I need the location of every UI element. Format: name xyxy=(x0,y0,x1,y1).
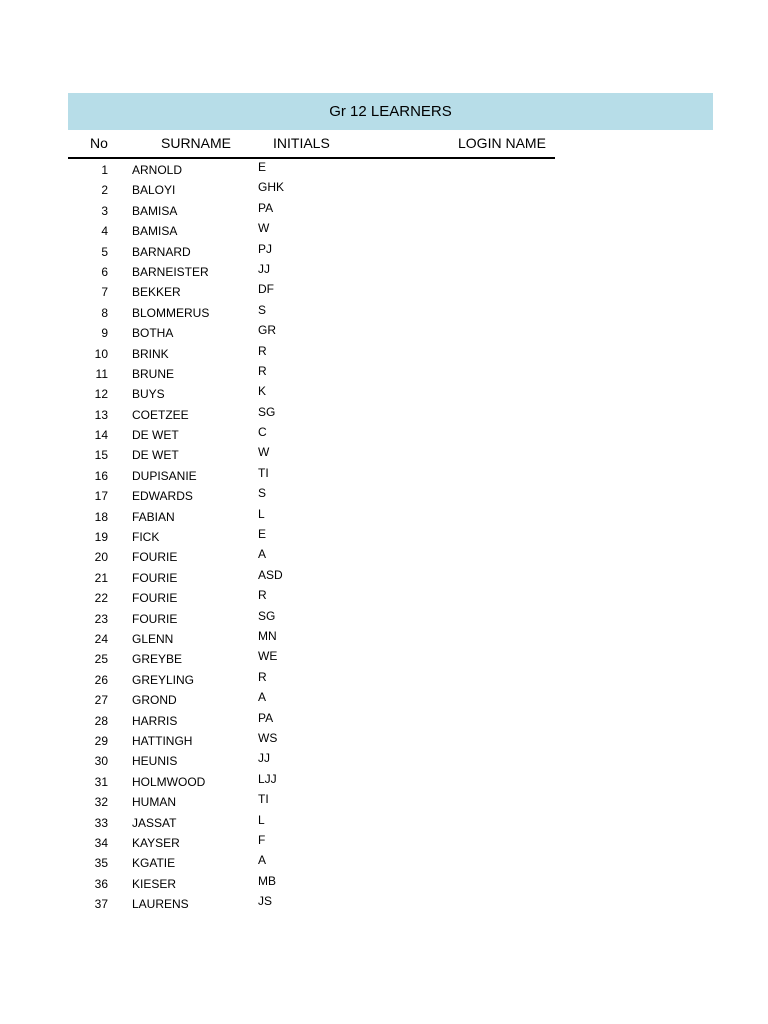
row-initials: PJ xyxy=(258,241,273,256)
row-number: 28 xyxy=(94,713,108,728)
row-surname: HEUNIS xyxy=(132,754,178,769)
row-initials: R xyxy=(258,343,267,358)
row-number: 27 xyxy=(94,693,108,708)
row-number: 8 xyxy=(101,305,108,320)
row-number: 32 xyxy=(94,795,108,810)
row-initials: C xyxy=(258,425,267,440)
row-surname: DE WET xyxy=(132,448,179,463)
table-row xyxy=(68,425,555,445)
table-row xyxy=(68,853,555,873)
row-surname: GREYBE xyxy=(132,652,183,667)
row-number: 26 xyxy=(94,672,108,687)
row-surname: LAURENS xyxy=(132,897,189,912)
row-initials: W xyxy=(258,221,270,236)
row-initials: S xyxy=(258,486,267,501)
row-number: 7 xyxy=(101,285,108,300)
table-row xyxy=(68,160,555,180)
table-row xyxy=(68,282,555,302)
table-row xyxy=(68,588,555,608)
header-login-name: LOGIN NAME xyxy=(458,135,546,151)
row-initials: TI xyxy=(258,465,269,480)
table-row xyxy=(68,609,555,629)
row-number: 3 xyxy=(101,203,108,218)
row-surname: BOTHA xyxy=(132,326,174,341)
row-surname: HATTINGH xyxy=(132,733,193,748)
row-number: 15 xyxy=(94,448,108,463)
row-number: 30 xyxy=(94,754,108,769)
row-initials: S xyxy=(258,302,267,317)
row-surname: FOURIE xyxy=(132,570,178,585)
row-surname: COETZEE xyxy=(132,407,189,422)
table-row xyxy=(68,527,555,547)
row-surname: BARNARD xyxy=(132,244,191,259)
row-number: 25 xyxy=(94,652,108,667)
row-initials: E xyxy=(258,527,267,542)
table-row xyxy=(68,649,555,669)
header-no: No xyxy=(90,135,108,151)
row-surname: BUYS xyxy=(132,387,165,402)
row-initials: SG xyxy=(258,608,276,623)
row-number: 6 xyxy=(101,264,108,279)
row-surname: HOLMWOOD xyxy=(132,774,206,789)
row-surname: JASSAT xyxy=(132,815,177,830)
row-surname: HARRIS xyxy=(132,713,178,728)
row-surname: KGATIE xyxy=(132,856,176,871)
row-initials: ASD xyxy=(258,567,283,582)
table-row xyxy=(68,323,555,343)
row-number: 37 xyxy=(94,897,108,912)
row-initials: E xyxy=(258,160,267,174)
row-surname: GLENN xyxy=(132,631,174,646)
table-row xyxy=(68,894,555,914)
row-number: 5 xyxy=(101,244,108,259)
row-surname: BAMISA xyxy=(132,203,178,218)
row-number: 1 xyxy=(101,163,108,177)
row-initials: L xyxy=(258,506,265,521)
row-initials: K xyxy=(258,384,267,399)
table-row xyxy=(68,670,555,690)
row-initials: WS xyxy=(258,730,278,745)
table-row xyxy=(68,813,555,833)
row-number: 35 xyxy=(94,856,108,871)
row-number: 16 xyxy=(94,468,108,483)
row-initials: LJJ xyxy=(258,771,277,786)
row-initials: A xyxy=(258,547,267,562)
table-row xyxy=(68,751,555,771)
table-row xyxy=(68,792,555,812)
table-row xyxy=(68,486,555,506)
row-number: 31 xyxy=(94,774,108,789)
table-row xyxy=(68,711,555,731)
row-surname: BEKKER xyxy=(132,285,181,300)
row-initials: GR xyxy=(258,323,276,338)
row-number: 21 xyxy=(94,570,108,585)
row-surname: HUMAN xyxy=(132,795,176,810)
row-surname: KIESER xyxy=(132,876,177,891)
row-number: 33 xyxy=(94,815,108,830)
row-surname: FOURIE xyxy=(132,611,178,626)
table-row xyxy=(68,568,555,588)
row-surname: FOURIE xyxy=(132,550,178,565)
table-body xyxy=(68,160,555,914)
table-row xyxy=(68,547,555,567)
row-initials: PA xyxy=(258,200,274,215)
row-number: 17 xyxy=(94,489,108,504)
row-surname: KAYSER xyxy=(132,835,180,850)
row-number: 34 xyxy=(94,835,108,850)
row-number: 12 xyxy=(94,387,108,402)
row-number: 2 xyxy=(101,183,108,198)
row-number: 24 xyxy=(94,631,108,646)
table-row xyxy=(68,262,555,282)
table-row xyxy=(68,629,555,649)
row-initials: R xyxy=(258,588,267,603)
row-number: 36 xyxy=(94,876,108,891)
row-initials: WE xyxy=(258,649,278,664)
row-initials: TI xyxy=(258,792,269,807)
row-number: 13 xyxy=(94,407,108,422)
table-row xyxy=(68,242,555,262)
row-number: 23 xyxy=(94,611,108,626)
row-initials: DF xyxy=(258,282,274,297)
row-number: 29 xyxy=(94,733,108,748)
table-row xyxy=(68,384,555,404)
row-number: 9 xyxy=(101,326,108,341)
table-row xyxy=(68,364,555,384)
row-initials: GHK xyxy=(258,180,285,195)
row-surname: GROND xyxy=(132,693,177,708)
row-initials: MN xyxy=(258,628,277,643)
table-header-row xyxy=(68,131,555,159)
row-initials: JS xyxy=(258,894,273,909)
row-surname: ARNOLD xyxy=(132,163,183,177)
table-row xyxy=(68,303,555,323)
table-title xyxy=(68,93,713,130)
row-initials: MB xyxy=(258,873,276,888)
table-row xyxy=(68,772,555,792)
row-number: 19 xyxy=(94,530,108,545)
row-surname: EDWARDS xyxy=(132,489,193,504)
row-number: 18 xyxy=(94,509,108,524)
row-initials: A xyxy=(258,690,267,705)
table-title-text: Gr 12 LEARNERS xyxy=(329,103,452,120)
row-initials: W xyxy=(258,445,270,460)
table-row xyxy=(68,221,555,241)
row-surname: FABIAN xyxy=(132,509,175,524)
row-surname: DE WET xyxy=(132,428,179,443)
row-number: 20 xyxy=(94,550,108,565)
table-row xyxy=(68,466,555,486)
row-initials: JJ xyxy=(258,751,270,766)
row-surname: FICK xyxy=(132,530,160,545)
row-surname: GREYLING xyxy=(132,672,195,687)
row-surname: FOURIE xyxy=(132,591,178,606)
row-initials: R xyxy=(258,363,267,378)
row-initials: A xyxy=(258,853,267,868)
table-row xyxy=(68,445,555,465)
row-number: 22 xyxy=(94,591,108,606)
row-number: 10 xyxy=(94,346,108,361)
row-initials: SG xyxy=(258,404,276,419)
table-row xyxy=(68,405,555,425)
row-number: 14 xyxy=(94,428,108,443)
row-surname: BLOMMERUS xyxy=(132,305,210,320)
row-initials: F xyxy=(258,832,266,847)
row-surname: BRINK xyxy=(132,346,169,361)
row-initials: PA xyxy=(258,710,274,725)
row-initials: JJ xyxy=(258,261,270,276)
table-row xyxy=(68,344,555,364)
table-row xyxy=(68,690,555,710)
row-number: 4 xyxy=(101,224,108,239)
header-surname: SURNAME xyxy=(161,135,232,151)
row-surname: BARNEISTER xyxy=(132,264,209,279)
row-surname: BAMISA xyxy=(132,224,178,239)
row-number: 11 xyxy=(95,366,108,381)
row-surname: BRUNE xyxy=(132,366,175,381)
row-initials: L xyxy=(258,812,265,827)
row-surname: DUPISANIE xyxy=(132,468,197,483)
table-row xyxy=(68,731,555,751)
table-row xyxy=(68,201,555,221)
table-row xyxy=(68,180,555,200)
row-initials: R xyxy=(258,669,267,684)
table-row xyxy=(68,507,555,527)
table-row xyxy=(68,874,555,894)
header-initials: INITIALS xyxy=(273,135,330,151)
table-row xyxy=(68,833,555,853)
row-surname: BALOYI xyxy=(132,183,176,198)
